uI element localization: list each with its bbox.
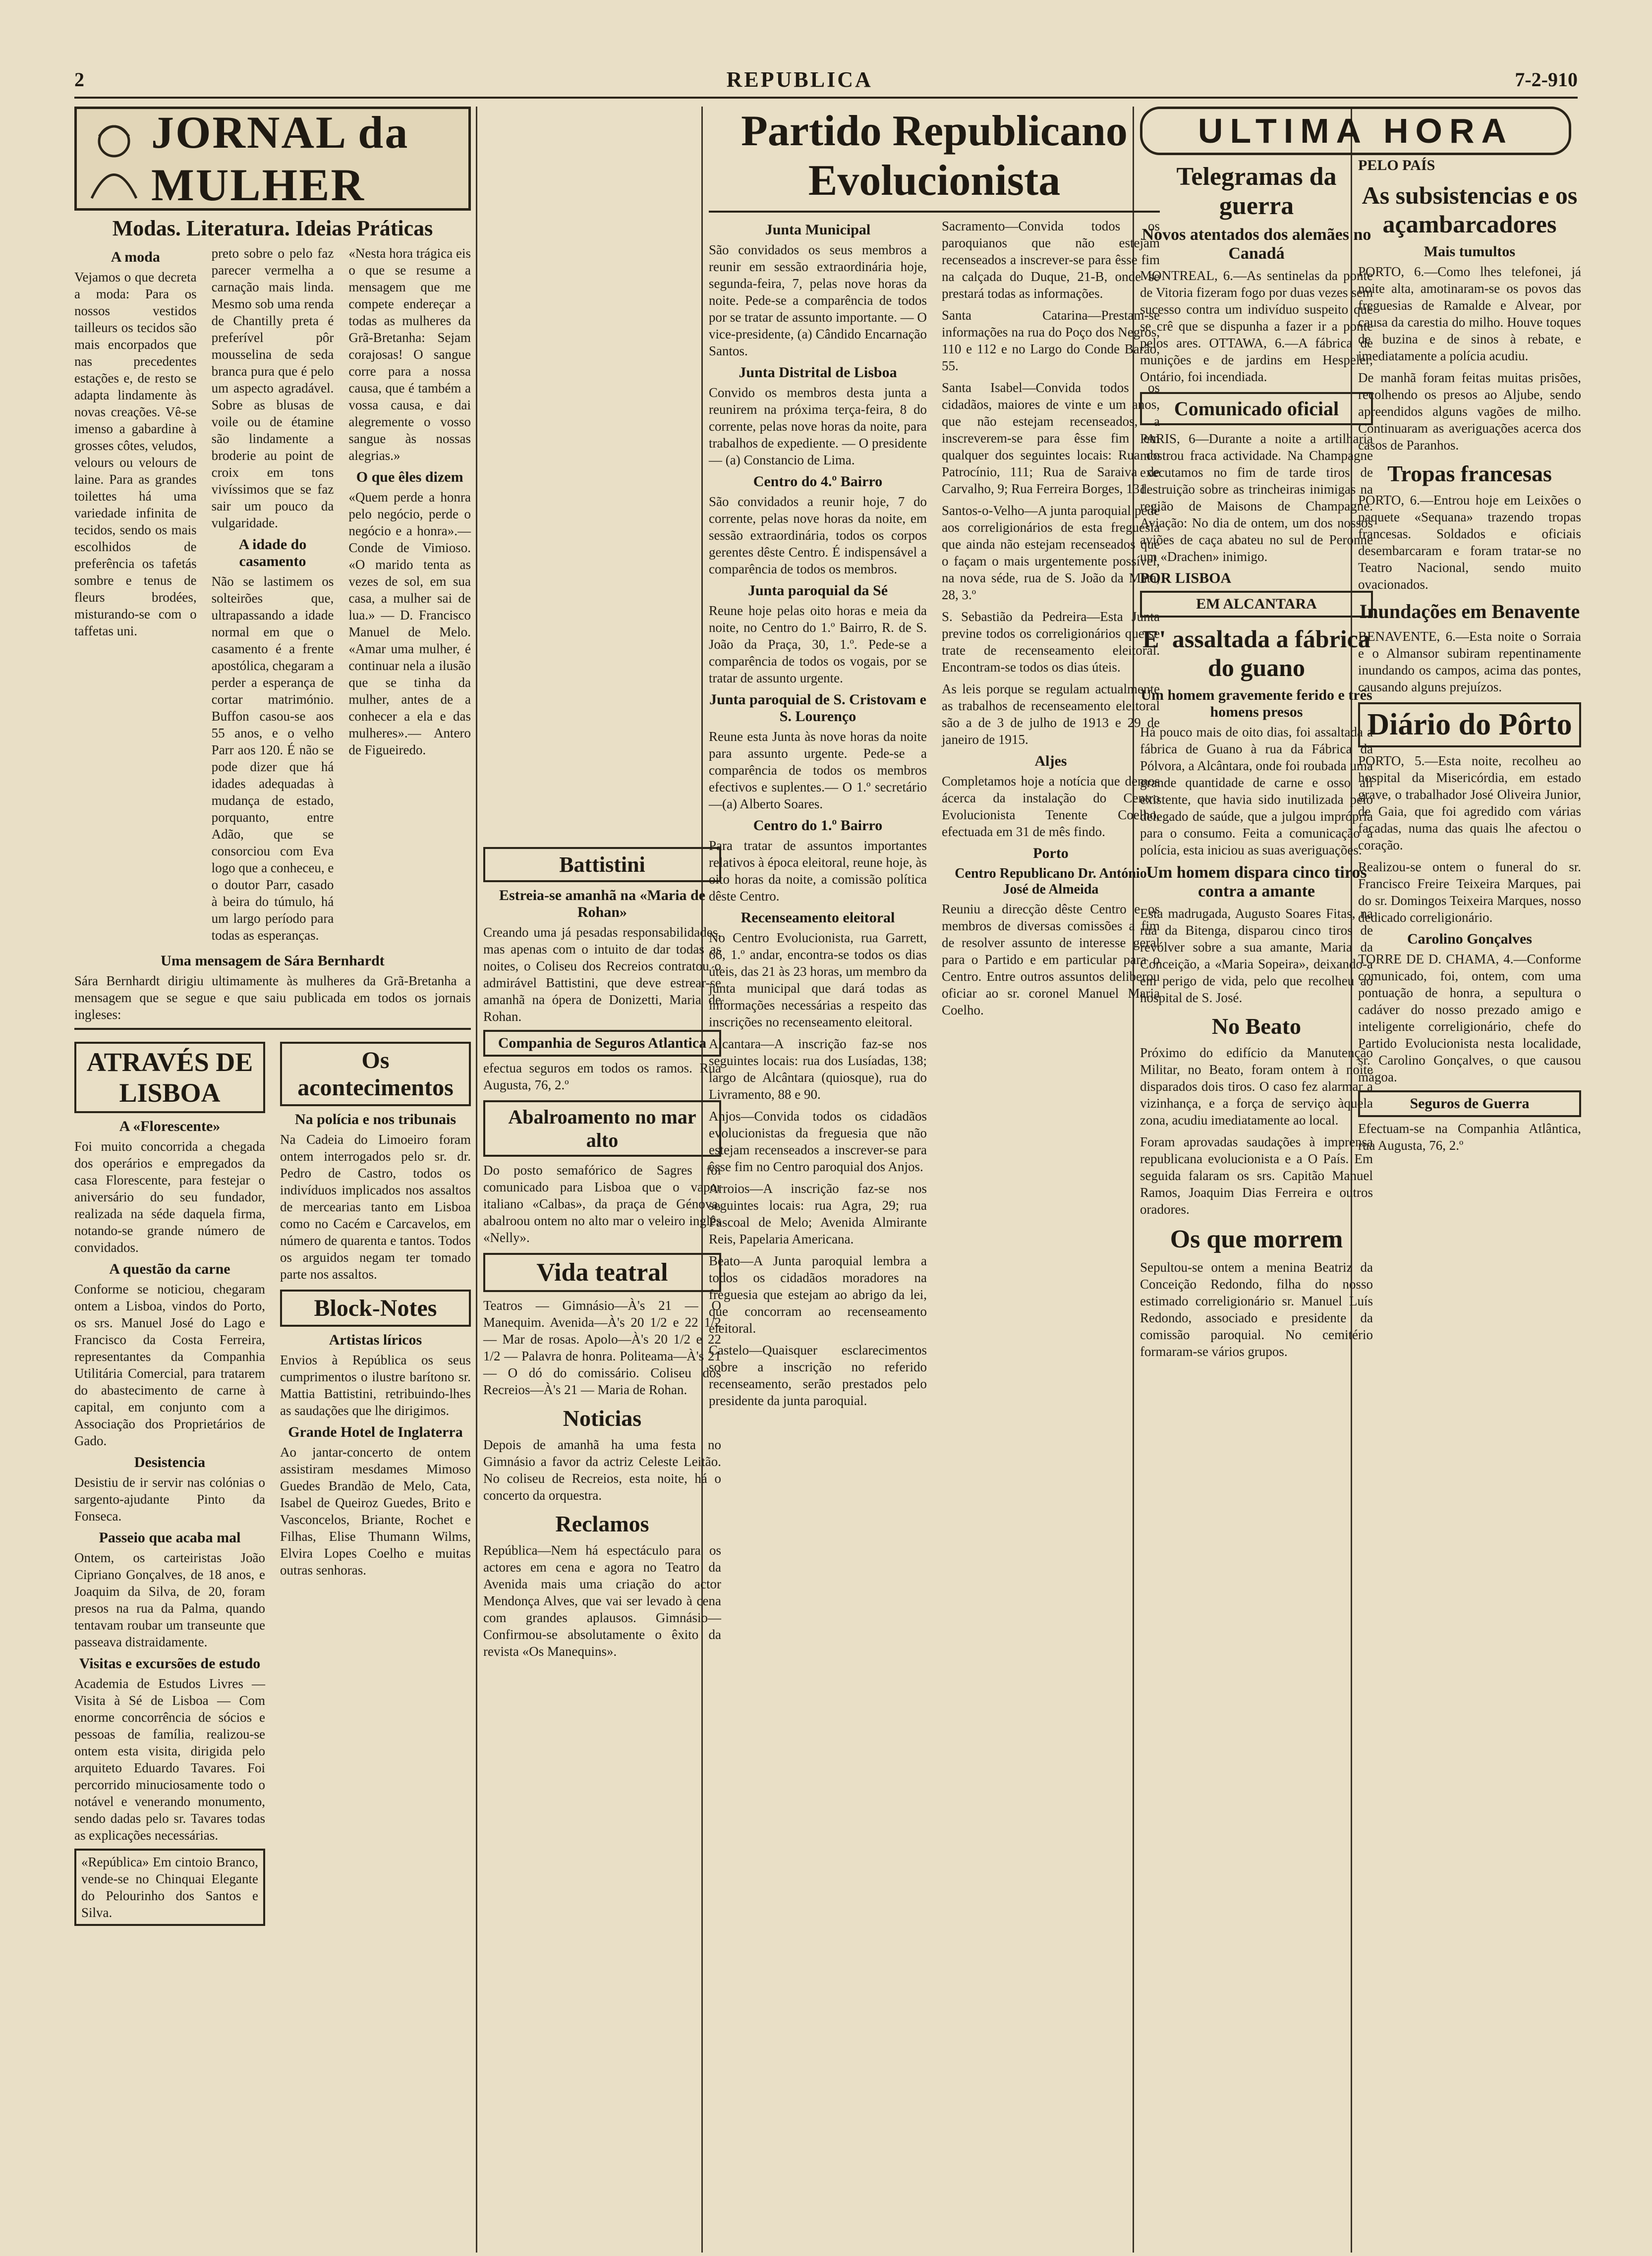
seguros-text: Efectuam-se na Companhia Atlântica, rua Augusta, 76, 2.º xyxy=(1358,1121,1581,1153)
policia-heading: Na polícia e nos tribunais xyxy=(294,1111,456,1128)
catarina-text: Santa Catarina—Prestam-se informações na rua do Poço dos Negros, 110 e 112 e no Largo do Conde Barão, 55. xyxy=(942,308,1160,373)
recenseamento-heading: Recenseamento eleitoral xyxy=(741,909,895,926)
centro-4-heading: Centro do 4.º Bairro xyxy=(753,473,883,490)
alcantara-text: Alcantara—A inscrição faz-se nos seguintes locais: rua dos Lusíadas, 138; largo de Alcântara (quiosque), rua do Livramento, 88 e 90. xyxy=(709,1036,927,1102)
reclamos-heading: Reclamos xyxy=(555,1511,649,1536)
artistas-text: Envios à República os seus cumprimentos o ilustre barítono sr. Mattia Battistini, retribuindo-lhes as saudações que lhe dirigimos. xyxy=(280,1353,471,1418)
reclamos-text: República—Nem há espectáculo para os actores em cena e agora no Teatro da Avenida mais uma criação do actor Mendonça Alves, que vai ser levado à cena com grandes aplausos. Gimnásio—Confirmou-se absolutamente o êxito da revista «Os Manequins». xyxy=(483,1543,721,1659)
atlantica-heading: Companhia de Seguros Atlantica xyxy=(483,1030,721,1057)
seguros-heading: Seguros de Guerra xyxy=(1358,1090,1581,1117)
partido-heading: Partido Republicano Evolucionista xyxy=(741,107,1128,205)
visitas-heading: Visitas e excursões de estudo xyxy=(79,1655,261,1672)
acontecimentos-heading: Os acontecimentos xyxy=(280,1042,471,1106)
mulher-right-text: «Nesta hora trágica eis o que se resume a mensagem que me compete endereçar a todas as mulheres da Grã-Bretanha: Sejam corajosas! O sangue corre para a nossa causa, que é também a vossa causa, e dai alegremente o vosso sangue às nossas alegrias.» xyxy=(348,246,471,463)
beato-text: Próximo do edifício da Manutenção Militar, no Beato, foram ontem à noite disparados dois tiros. O caso fez alarmar a vizinhança, e a força de serviço àquela zona, acudiu imediatamente ao local. xyxy=(1140,1045,1373,1128)
aljes-heading: Aljes xyxy=(1034,753,1067,769)
hotel-text: Ao jantar-concerto de ontem assistiram mesdames Mimoso Guedes Brandão de Melo, Cata, Isabel de Queiroz Guedes, Brito e Vasconcelos, Briante, Rochet e Filhas, Elise Thumann Wilms, Elvira Lopes Coelho e muitas outras senhoras. xyxy=(280,1445,471,1578)
policia-text: Na Cadeia do Limoeiro foram ontem interrogados pelo sr. dr. Pedro de Castro, todos os indivíduos implicados nos assaltos de mercearias tanto em Lisboa como no Cacém e Carcavelos, em número de quarenta e tantos. Todos os arguidos negam ter tomado parte nos assaltos. xyxy=(280,1132,471,1282)
issue-date: 7-2-910 xyxy=(1515,68,1578,91)
dispara-heading: Um homem dispara cinco tiros contra a amante xyxy=(1146,863,1367,901)
porto-subheading: Centro Republicano Dr. António José de Almeida xyxy=(955,866,1147,897)
column-mulher xyxy=(74,107,471,2253)
carolino-heading: Carolino Gonçalves xyxy=(1407,931,1532,947)
junta-distrital-text: Convido os membros desta junta a reunirem na próxima terça-feira, 8 do corrente, pelas nove horas da noite, para trabalhos de expediente. — O presidente — (a) Constancio de Lima. xyxy=(709,385,927,467)
diario-porto-heading: Diário do Pôrto xyxy=(1358,702,1581,747)
tumultos-text: PORTO, 6.—Como lhes telefonei, já noite alta, amotinaram-se os povos das freguesias de Ramalde e Alvear, por causa da carestia do milho. Houve toques de buzina e de sinos à rebate, e imediatamente a polícia acudiu. xyxy=(1358,264,1581,363)
comunicado-text: PARIS, 6—Durante a noite a artilharia mostrou fraca actividade. Na Champagne executamos no fim de tarde tiros de destruição sobre as trincheiras inimigas na região de Maisons de Champagne. Aviação: No dia de ontem, um dos nossos aviões de caça abateu no sul de Peronne um «Drachen» inimigo. xyxy=(1140,431,1373,564)
passeio-text: Ontem, os carteiristas João Cipriano Gonçalves, de 18 anos, e Joaquim da Silva, de 20, foram presos na rua da Palma, quando tentavam roubar um transeunte que passeava distraidamente. xyxy=(74,1550,265,1649)
inundacoes-text: BENAVENTE, 6.—Esta noite o Sorraia e o Almansor subiram repentinamente inundando os campos, acima das pontes, causando alguns prejuízos. xyxy=(1358,629,1581,694)
junta-distrital-heading: Junta Distrital de Lisboa xyxy=(739,364,897,381)
subsistencias-heading: As subsistencias e os açambarcadores xyxy=(1362,181,1578,238)
atentados-heading: Novos atentados dos alemães no Canadá xyxy=(1141,226,1371,263)
mulher-banner xyxy=(74,107,471,211)
isabel-text: Santa Isabel—Convida todos os cidadãos, maiores de vinte e um anos, que não estejam recenseados, a inscreverem-se para êsse fim em qualquer dos seguintes locais: Rua do Patrocínio, 111; Rua de Saraiva de Carvalho, 9; Rua Ferreira Borges, 131. xyxy=(942,380,1160,496)
carne-text: Conforme se noticiou, chegaram ontem a Lisboa, vindos do Porto, os srs. Manuel José do Lago e Francisco da Costa Ferreira, representantes da Companhia Utilitária Comercial, para tratarem do abastecimento de carne à capital, em conjunto com a Associação dos Proprietários de Gado. xyxy=(74,1282,265,1448)
lower-columns xyxy=(74,1035,471,1931)
casamento-heading: A idade do casamento xyxy=(238,536,307,569)
junta-cristovam-heading: Junta paroquial de S. Cristovam e S. Lourenço xyxy=(709,691,926,725)
morrem-text: Sepultou-se ontem a menina Beatriz da Conceição Redondo, filha do nosso estimado correligionário sr. Manuel Luís Redondo, associado e presidente da comissão paroquial. No cemitério formaram-se vários grupos. xyxy=(1140,1260,1373,1359)
sebastiao-text: S. Sebastião da Pedreira—Esta Junta previne todos os correligionários que se trate de recenseamento eleitoral. Encontram-se todos os dias úteis. xyxy=(942,609,1160,675)
porto-text: Reuniu a direcção dêste Centro e os membros de diversas comissões a fim de resolver assunto de interesse geral para o Partido e em particular para o Centro. Entre outros assuntos deliberou oficiar ao sr. coronel Manuel Maria Coelho. xyxy=(942,902,1160,1017)
castelo-text: Castelo—Quaisquer esclarecimentos sobre a inscrição no referido recenseamento, serão prestados pelo presidente da junta paroquial. xyxy=(709,1343,927,1408)
pelo-pais-label: PELO PAÍS xyxy=(1358,157,1435,173)
diario-porto-text: PORTO, 5.—Esta noite, recolheu ao hospital da Misericórdia, em estado grave, o trabalhador José Oliveira Junior, de Gaia, que foi agredido com várias facadas, numa das quais lhe afectou o coração. xyxy=(1358,753,1581,852)
partido-divider xyxy=(709,211,1160,213)
assaltada-text: Há pouco mais de oito dias, foi assaltada a fábrica de Guano à rua da Fábrica da Pólvora, a Alcântara, onde foi roubada uma grande quantidade de carne e osso ali existente, que havia sido inutilizada pelo delegado de saúde, que a julgou imprópria para o consumo. Feita a comunicação à polícia, esta iniciou as suas averiguações. xyxy=(1140,725,1373,857)
sao-heading: O que êles dizem xyxy=(356,469,463,485)
vida-teatral-text: Teatros — Gimnásio—À's 21 — O Manequim. Avenida—À's 20 1/2 e 22 1/2 — Mar de rosas. Apolo—À's 20 1/2 e 22 1/2 — Palavra de honra. Politeama—À's 21 — O dó do comissário. Coliseu dos Recreios—À's 21 — Maria de Rohan. xyxy=(483,1298,721,1397)
column-pelo-pais xyxy=(1358,107,1581,2253)
assaltada-heading: E' assaltada a fábrica do guano xyxy=(1142,625,1370,681)
inundacoes-heading: Inundações em Benavente xyxy=(1359,600,1580,622)
junta-se-text: Reune hoje pelas oito horas e meia da noite, no Centro do 1.º Bairro, R. de S. João da Praça, 30, 1.º. Pede-se a comparência de todos os vogais, por se tratar de assunto urgente. xyxy=(709,603,927,685)
recenseamento-aux-text: As leis porque se regulam actualmente as trabalhos de recenseamento eleitoral são a de 3 de julho de 1913 e 29 de janeiro de 1915. xyxy=(942,681,1160,747)
mulher-columns xyxy=(74,245,471,949)
page-number: 2 xyxy=(74,68,84,91)
bernhardt-text: Sára Bernhardt dirigiu ultimamente às mulheres da Grã-Bretanha a mensagem que se segue e que saiu publicada em todos os jornais ingleses: xyxy=(74,973,471,1022)
beato-heading: No Beato xyxy=(1211,1014,1302,1039)
aljes-text: Completamos hoje a notícia que demos ácerca da instalação do Centro Evolucionista Tenente Coelho, efectuada em 31 de mês findo. xyxy=(942,774,1160,839)
block-notes-heading: Block-Notes xyxy=(280,1290,471,1327)
mulher-mid-text: preto sobre o pelo faz parecer vermelha a carnação mais linda. Mesmo sob uma renda de Chantilly preta é preferível pôr mousselina de seda branca pura que é pelo um aspecto agradável. Sobre as blusas de voile ou de étamine são lindamente a broderie au point de croix em tons vivíssimos que se faz sair um pouco da vulgaridade. xyxy=(211,246,334,530)
running-header xyxy=(74,62,1578,99)
abalroamento-text: Do posto semafórico de Sagres foi comunicado para Lisboa que o vapor italiano «Calbas», da praça de Génova, abalroou ontem no alto mar o veleiro inglês «Nelly». xyxy=(483,1163,721,1245)
porto-heading: Porto xyxy=(1033,845,1069,861)
moda-heading: A moda xyxy=(111,249,160,265)
battistini-heading: Battistini xyxy=(483,847,721,882)
atlantica-text: efectua seguros em todos os ramos. Rua Augusta, 76, 2.º xyxy=(483,1061,721,1092)
mulher-subtitle: Modas. Literatura. Ideias Práticas xyxy=(112,216,433,240)
lisboa-label: POR LISBOA xyxy=(1140,570,1232,586)
moda-text: Vejamos o que decreta a moda: Para os nossos vestidos tailleurs os tecidos são mais encorpados que nas precedentes estações e, de resto se adapta lindamente às novas creações. Vê-se imenso a gabardine à grosses côtes, veludos, velours ou velours de laine. Para as grandes toilettes há uma variedade infinita de tecidos, sendo os mais escolhidos de preferência os tafetás sombre e tenus de fleurs brodées, misturando-se com o taffetas uni. xyxy=(74,270,197,638)
santos-velho-text: Santos-o-Velho—A junta paroquial pede aos correligionários de esta freguesia que ainda não estejam recenseados que o façam o mais urgentemente possível, na nova séde, rua de S. João da Mata, 28, 3.º xyxy=(942,503,1160,602)
junta-municipal-heading: Junta Municipal xyxy=(765,222,871,238)
abalroamento-heading: Abalroamento no mar alto xyxy=(483,1100,721,1157)
florescente-text: Foi muito concorrida a chegada dos operários e empregados da casa Florescente, para festejar o aniversário do seu fundador, realizada na séde daquela firma, notando-se grande número de convidados. xyxy=(74,1139,265,1255)
noticias-heading: Noticias xyxy=(563,1406,642,1431)
recenseamento-text: No Centro Evolucionista, rua Garrett, 66, 1.º andar, encontra-se todos os dias úteis, das 21 às 23 horas, um membro da junta municipal que dará todas as informações necessárias a respeito das inscrições no recenseamento eleitoral. xyxy=(709,930,927,1029)
artistas-heading: Artistas líricos xyxy=(329,1332,422,1348)
noticias-text: Depois de amanhã ha uma festa no Gimnásio a favor da actriz Celeste Leitão. No coliseu de Recreios, esta noite, há o concerto da orquestra. xyxy=(483,1437,721,1503)
battistini-text: Creando uma já pesadas responsabilidades, mas apenas com o intuito de dar todas as noites, o Coliseu dos Recreios contratou o admirável Battistini, que deve estrear-se amanhã na ópera de Donizetti, Maria de Rohan. xyxy=(483,925,721,1024)
mulher-logo: JORNAL da MULHER xyxy=(151,107,409,210)
sao-text: «Quem perde a honra pelo negócio, perde o negócio e a honra».— Conde de Vimioso. «O marido tenta as vezes de sol, em sua casa, a mulher sai de lua.» — D. Francisco Manuel de Melo. «Amar uma mulher, é continuar nela a ilusão que se tinha da mulher, antes de a conhecer a ela e das mulheres».— Antero de Figueiredo. xyxy=(348,490,471,757)
atentados-text: MONTREAL, 6.—As sentinelas da ponte de Vitoria fizeram fogo por duas vezes sem sucesso contra um indivíduo suspeito que se crê que se dispunha a fazer ir a ponte pelos ares. OTTAWA, 6.—A fábrica de munições e de jardins em Hespeler, Ontário, foi incendiada. xyxy=(1140,268,1373,384)
atraves-heading: ATRAVÉS DE LISBOA xyxy=(74,1042,265,1113)
centro-4-text: São convidados a reunir hoje, 7 do corrente, pelas nove horas da noite, em sessão extraordinária, todos os corpos gerentes dêste Centro. É indispensável a comparência de todos os membros. xyxy=(709,494,927,576)
tropas-heading: Tropas francesas xyxy=(1387,461,1552,486)
junta-se-heading: Junta paroquial da Sé xyxy=(747,582,888,599)
carolino-text: TORRE DE D. CHAMA, 4.—Conforme comunicado, foi, ontem, com uma pontuação de honra, a sepultura o cadáver do nosso prezado amigo e inteligente correligionário, chefe do Partido Evolucionista nesta localidade, sr. Carolino Gonçalves, o que causou mágoa. xyxy=(1358,952,1581,1084)
junta-cristovam-text: Reune esta Junta às nove horas da noite para assunto urgente. Pede-se a comparência de todos os membros efectivos e suplentes.— O 1.º secretário—(a) Alberto Soares. xyxy=(709,729,927,811)
hotel-heading: Grande Hotel de Inglaterra xyxy=(288,1424,463,1440)
column-rule xyxy=(476,107,477,2253)
tumultos-heading: Mais tumultos xyxy=(1424,243,1516,260)
ferido-heading: Um homem gravemente ferido e três homens presos xyxy=(1140,687,1372,720)
centro-1-heading: Centro do 1.º Bairro xyxy=(753,817,883,834)
paper-name: REPUBLICA xyxy=(726,67,873,92)
desistencia-text: Desistiu de ir servir nas colónias o sargento-ajudante Pinto da Fonseca. xyxy=(74,1475,265,1523)
column-middle xyxy=(483,107,721,2253)
battistini-subheading: Estreia-se amanhã na «Maria de Rohan» xyxy=(499,887,706,920)
carne-heading: A questão da carne xyxy=(109,1261,230,1277)
bernhardt-heading: Uma mensagem de Sára Bernhardt xyxy=(161,953,385,969)
funeral-text: Realizou-se ontem o funeral do sr. Francisco Freire Teixeira Marques, pai do sr. Domingos Teixeira Marques, nosso dedicado correligionário. xyxy=(1358,859,1581,925)
partido-columns xyxy=(709,218,1160,1414)
column-partido xyxy=(709,107,1160,2253)
alcantara-label: EM ALCANTARA xyxy=(1140,591,1373,618)
dispara-text: Esta madrugada, Augusto Soares Fitas, na rua da Bitenga, disparou cinco tiros de revólver sobre a sua amante, Maria da Conceição, a «Maria Sopeira», deixando-a em perigo de vida, pelo que recolheu ao hospital de S. José. xyxy=(1140,906,1373,1005)
desistencia-heading: Desistencia xyxy=(134,1454,206,1470)
beato-paroquia-text: Beato—A Junta paroquial lembra a todos os cidadãos moradores na freguesia que estejam ao abrigo da lei, que concorram ao recenseamento eleitoral. xyxy=(709,1253,927,1336)
ultima-hora-banner: ULTIMA HORA xyxy=(1140,107,1571,155)
sacramento-text: Sacramento—Convida todos os paroquianos que não estejam recenseados a inscrever-se para êsse fim na calçada do Duque, 21-B, onde se prestará todas as informações. xyxy=(942,219,1160,301)
presos-text: De manhã foram feitas muitas prisões, recolhendo os presos ao Aljube, sendo apreendidos alguns vagões de milho. Continuaram as averiguações acerca dos casos de Paranhos. xyxy=(1358,370,1581,452)
anjos-text: Anjos—Convida todos os cidadãos evolucionistas da freguesia que não estejam recenseados a inscrever-se para êsse fim no Centro paroquial dos Anjos. xyxy=(709,1109,927,1174)
passeio-heading: Passeio que acaba mal xyxy=(99,1529,241,1546)
vida-teatral-heading: Vida teatral xyxy=(483,1253,721,1292)
comunicado-heading: Comunicado oficial xyxy=(1140,392,1373,425)
woman-illustration-icon xyxy=(77,116,151,201)
tropas-text: PORTO, 6.—Entrou hoje em Leixões o paquete «Sequana» trazendo tropas francesas. Soldados e oficiais desembarcaram e foram tratar-se no Teatro Nacional, sendo muito ovacionados. xyxy=(1358,493,1581,592)
saudacoes-text: Foram aprovadas saudações à imprensa republicana evolucionista e a O País. Em seguida falaram os srs. Capitão Manuel Ramos, Joaquim Dias Ferreira e outros oradores. xyxy=(1140,1134,1373,1217)
florescente-heading: A «Florescente» xyxy=(119,1118,221,1134)
telegramas-heading: Telegramas da guerra xyxy=(1176,163,1337,220)
arroios-text: Arroios—A inscrição faz-se nos seguintes locais: rua Agra, 29; rua Pascoal de Melo; Avenida Almirante Reis, Papelaria Americana. xyxy=(709,1181,927,1246)
morrem-heading: Os que morrem xyxy=(1170,1225,1343,1253)
section-divider xyxy=(74,1028,471,1030)
junta-municipal-text: São convidados os seus membros a reunir em sessão extraordinária hoje, segunda-feira, 7, pelas nove horas da noite. Pede-se a comparência de todos por se tratar de assunto importante. — O vice-presidente, (a) Cândido Encarnação Santos. xyxy=(709,242,927,358)
republica-ad: «República» Em cintoio Branco, vende-se no Chinquai Elegante do Pelourinho dos Santos e Silva. xyxy=(74,1849,265,1926)
centro-1-text: Para tratar de assuntos importantes relativos à época eleitoral, reune hoje, às oito horas da noite, a comissão política dêste Centro. xyxy=(709,838,927,903)
casamento-text: Não se lastimem os solteirões que, ultrapassando a idade normal em que o casamento é a frente apostólica, chegaram a perder a esperança de cortar matrimónio. Buffon casou-se aos 55 anos, e o velho Parr aos 120. É não se pode dizer que há idades adequadas à mudança de estado, porquanto, entre Adão, que se consorciou com Eva logo que a conheceu, e o doutor Parr, casado à beira do túmulo, há um largo período para todas as esperanças. xyxy=(211,574,334,943)
visitas-text: Academia de Estudos Livres — Visita à Sé de Lisboa — Com enorme concorrência de sócios e pessoas de família, realizou-se ontem esta visita, dirigida pelo arquiteto Eduardo Tavares. Foi percorrido minuciosamente todo o notável e venerando monumento, sendo dadas pelo sr. Tavares todas as explicações necessárias. xyxy=(74,1676,265,1843)
